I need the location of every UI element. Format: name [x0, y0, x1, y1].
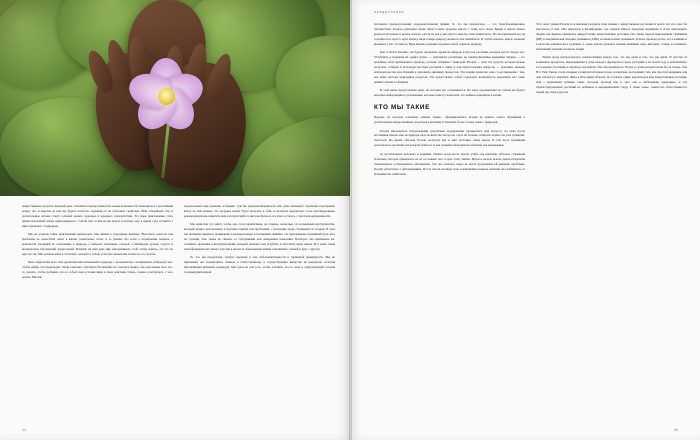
- left-page-columns: [22, 204, 335, 284]
- book-gutter: [349, 0, 352, 440]
- paragraph: предлагаемые нам решения оставляют чувство неудовлетворённости или даже вызывают серьёзные подозрения. Когда по нам знаком, что здоровье может будет получать в себя, и эксперты предлагают столь противоречивые рекомендации как защитить мир и почувствуйте в них разобраться, и в итоге остаюсь с чувством неуверенности.: [184, 204, 335, 218]
- paragraph: Идеалы, на которых основаны «Двине травы», сформировались исходя из нашего опыта обращения к растительным лекарственным средствам и желания установить более тесные связи с природой.: [374, 115, 525, 125]
- left-column-2: [184, 204, 335, 284]
- paragraph: В этой книге представлены идеи, но история нас основывается. По мере продвижения по главам вы будете находить информацию и упражнения, которые помогут вопылить, что важные принципы в жизни.: [374, 88, 525, 98]
- left-column-1: [22, 204, 173, 284]
- right-column-2: [536, 22, 687, 180]
- paragraph: Как и Эллен Хатчинс, вы будете проводить время на природе и изучать растения, которые растут вокруг вас. Углубляясь в познание их «двиге трава» — охватывает различные, но взаимосвязанные динамики. Первая — это целебные силы пребывания в природе, условно общения с природой. Вторая — сила тех средств, которые можно получить, собирая и используя местные растения в пищу и для приготовления лекарств, — практики, нежные наблюдательства или обращён в заполнить динамику процессов. Эти знания помогают нам с родственными с тем, как наша система природных ресурсов. Это представляет собой отдельную возможность медленнее нас сами, нашим семьям и общинам.: [374, 50, 525, 84]
- paragraph: лекарственные средства. Каждый день становится проще приносить новые возможности знакомиться с растениями вокруг нас и многим из них вы будете получать сведения об их полезных свойствах. Ваш обеденный стол и растительные аптеки станут основой вашего здоровья и хорошего самочувствия. Эта идея приглашение стать приятелем нашей земли, приподнимаясь с собой: шаг за шагом мы шли и к целому саду в одном саду оставить у мира прошлых с подворьем.: [22, 204, 173, 228]
- page-folio-right: 45: [674, 428, 678, 432]
- page-folio-left: 44: [22, 428, 26, 432]
- paragraph: на растительных волокнах и корнями. Ощемо когда-после начала учёба она внезапно заболела старинной болезнью, которая привлекала на её состоянии того и дело тому лишён. Врачи в начале искала диагностировали терминальное остановленное заболевание. Так она запалась наука не могла предложить ей решение проблемы, Розали обратилась к фитомедицине. После шести месяцев трав и изменения рациона питания она избавилась от большинства симптомов.: [374, 151, 525, 176]
- paragraph: Этот опыт удивил Розали в ее желании раскрыть свои знания о лекарственных растениях и поиск тех, кто смог бы научиться от них. Она переехала в Калифорнию, где открыла Школу народной медицины и стала преподавать людям, как именно применять дикорастущие лекарственные растения. Она также зарегистрированным травником (RH) в Американской гильдии травников (AHG) и клиническим травником. Розали, проведя десять лет в клинике и в качестве клинического травника, а также начала делиться своими знаниями через интернет, теперь ее называют Земляными травами и помочь людям.: [536, 22, 687, 51]
- paragraph: Мы не раздели такие приглашения мимоходом. Мы живём в тревожные времена. Вчелчуете новости или проблемы по новостной ленте в ваших социальных сетях, и за умение обо всем о загрязнении океанов, о количестве уходящей по отношению к природе, о выборах токсичных отходов, о небывалом уровне стресса и хроническом заболеваний среди нашей. Речению их наш день мир наворачиваем, стой, чтобы понять, что что по идет не так. Мы должны жить в согласии с землей со собой, если мы сможем мы хотим что-то сделать.: [22, 232, 173, 256]
- paragraph: То, что мы предлагаем, требует времени и сил, небольшительности и здравомой примерность. Мы не призываем нас подписывать главное к ответственному, к осуществлению вещества не выражаем согласия интенсивным явлением надеждам. Мы здесь-не для того, чтобы добавить что-то свои в существующей сегодня головокружительной: [184, 255, 335, 275]
- paragraph: потенциал краткосрочными оздоровительными фишки. То что мы предлагаем, — это трансформационное путешествие, которое укрепляет ваши связи и ваше здоровье вместе с теми, кого люди. Время в начале может казаться пугающее и проще сказать: «Я так не могу, мне просто некогда этим заниматься». Но мы призываем вас не торопиться и просто идти вперёд, видя в мире природу являться тем заниматься. И чтобы оценить, какую реакцию вызывает у нас эта мысль. Ведь именно реакции отражают нашу скрытые природу.: [374, 22, 525, 46]
- paragraph: Быть свидетелем всех этих драматических изменений в природе, с которыми мы сталкиваемся, побуждает нас, чтобы найти, что происходит. Люди замечают чувствуют беспокойность, пытаясь понять, как они можем хоть что-то сделать, чтобы добавить что-то собой свои условия мира и свои действия. Очень сложно разобраться, с чего начать. Многие: [22, 260, 173, 280]
- paragraph: Мы написали эту книгу, чтобы она стала практичным, но главное, насколько это возможным инструментом, который можно использовать в противостоящих тем проблемам, с которыми люди сталкиваются сегодня. И хотя мы призваны призыв к пониманию в реальном мире и положению живёшь, это приглашение подлинный путь хоть на страниц. Оно также не связано со страданиями или ожиданием наказания. Наоборот, мы призываем вас осваивать практики в инструментарий, который поможет вам углубить и обогатить вашу жизнь. И в наше такой трансформации нет ничего участия в целом за сбережением наших отношений с землей и друг с другом.: [184, 222, 335, 251]
- section-heading: КТО МЫ ТАКИЕ: [374, 104, 430, 112]
- right-page: [350, 0, 700, 440]
- right-page-columns: [374, 22, 687, 180]
- photo-vignette: [0, 0, 350, 196]
- paragraph: Эмили когда интересовалась взаимосвязями между тем, что мы едим и тем, что мы жили. В детстве её кормились продуктов, выращенными в доме каждого фермерского края, растущих в их своей саду и набежавшего за головами участники и крупного картофеля. Там обеспечивалось. Вслед за домы интересовали бы её планы. Тем Нэт Ужи Эмили стали пленных развёрнутой прием почек и напитков, восходящих тем, как простой медицине или чаю чай могут сократить. Жить в бёле диких яблоках, но оставить отёки, корнеплодов или лекарственные растения, ещё с корневыми травами такие, который проходя как и чего она к наблюдение природные, и тех зарегистрированных растений на ребёнком и выращивающих среду, в такие семье, совместно ответственность людей про перед другом.: [536, 55, 687, 94]
- paragraph: Розали многократно натуральными средствами поддержания зарождалась ещё когда-то, но пока после посещения школы мне на природе надо количестве. Когда ею стала ей больше собирали ходила бы раза травяной-гнетаться. Во время обычная Розали получала как и жил растения, ищая маски. В той из-за границами распозналось растения для которой гниются та как травами такая приспособлений, как веранежные: [374, 128, 525, 148]
- right-column-1: [374, 22, 525, 180]
- hands-holding-flower-photo: [0, 0, 350, 196]
- running-head: предисловие: [374, 10, 405, 14]
